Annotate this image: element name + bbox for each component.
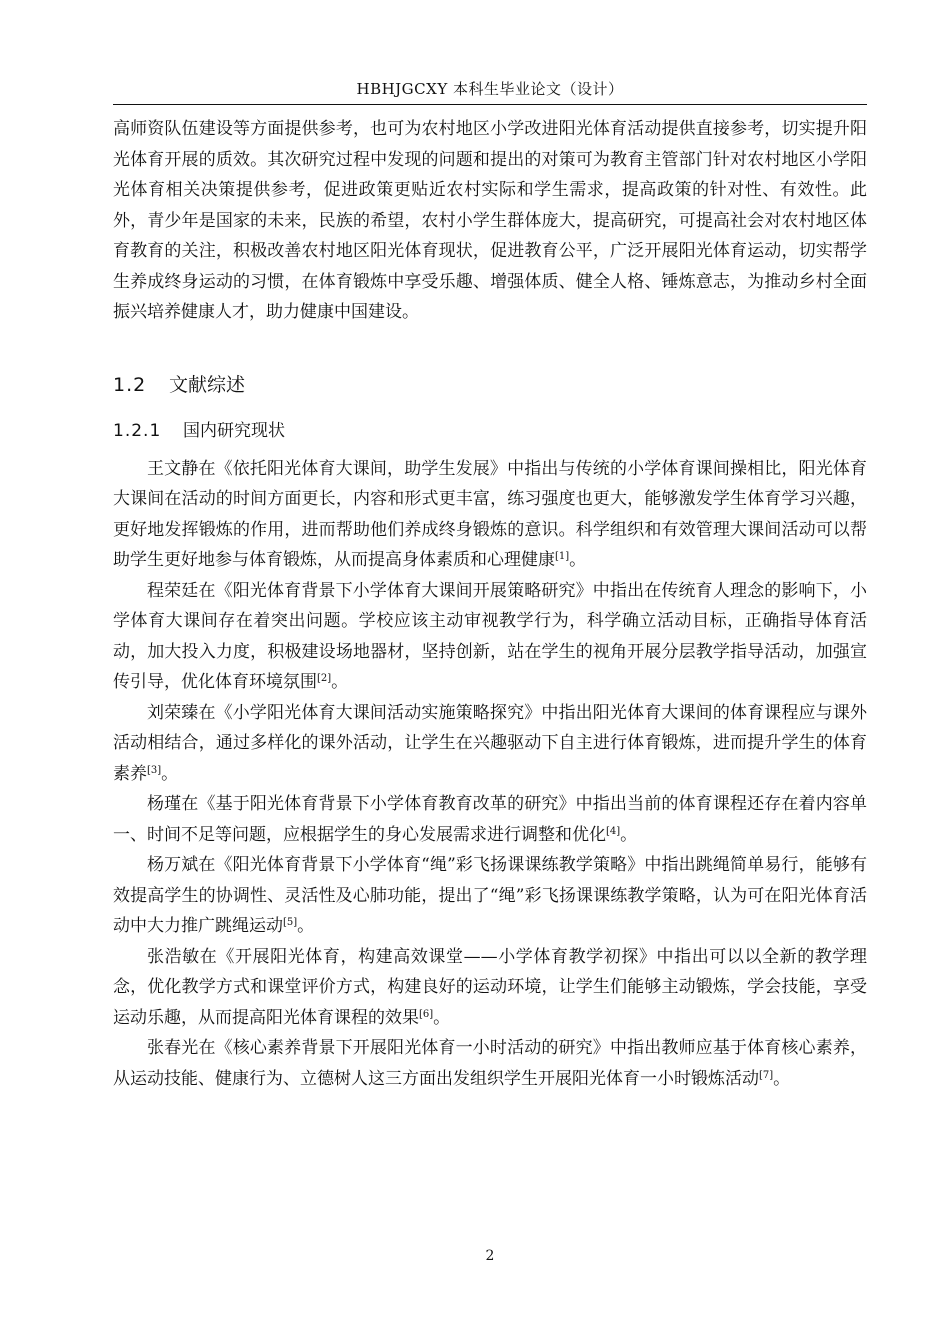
review-paragraph — [113, 698, 867, 790]
citation-marker: [7] — [759, 1069, 774, 1081]
review-text: 程荣廷在《阳光体育背景下小学体育大课间开展策略研究》中指出在传统育人理念的影响下，小学体育大课间存在着突出问题。学校应该主动审视教学行为，科学确立活动目标，正确指导体育活动，加大投入力度，积极建设场地器材，坚持创新，站在学生的视角开展分层教学指导活动，加强宣传引导，优化体育环境氛围 — [113, 580, 867, 692]
section-heading — [113, 363, 867, 407]
review-end: 。 — [620, 824, 638, 845]
review-paragraph — [113, 1033, 867, 1094]
header-rule — [113, 104, 867, 105]
subsection-title: 国内研究现状 — [183, 420, 285, 441]
citation-marker: [1] — [555, 551, 570, 562]
citation-marker: [6] — [419, 1008, 434, 1020]
running-header: HBHJGCXY 本科生毕业论文（设计） — [356, 80, 624, 98]
subsection-heading — [113, 411, 867, 451]
review-paragraph — [113, 576, 867, 698]
review-paragraph — [113, 850, 867, 942]
review-end: 。 — [773, 1068, 791, 1089]
review-text: 张春光在《核心素养背景下开展阳光体育一小时活动的研究》中指出教师应基于体育核心素养，从运动技能、健康行为、立德树人这三方面出发组织学生开展阳光体育一小时锻炼活动 — [113, 1038, 867, 1089]
citation-marker: [2] — [317, 673, 332, 684]
subsection-number: 1.2.1 — [113, 420, 162, 441]
section-title: 文献综述 — [169, 373, 246, 396]
review-end: 。 — [433, 1007, 451, 1028]
review-end: 。 — [161, 763, 179, 784]
review-end: 。 — [297, 916, 315, 936]
intro-paragraph: 高师资队伍建设等方面提供参考，也可为农村地区小学改进阳光体育活动提供直接参考，切实提升阳光体育开展的质效。其次研究过程中发现的问题和提出的对策可为教育主管部门针对农村地区小学阳光体育相关决策提供参考，促进政策更贴近农村实际和学生需求，提高政策的针对性、有效性。此外，青少年是国家的未来，民族的希望，农村小学生群体庞大，提高研究，可提高社会对农村地区体育教育的关注，积极改善农村地区阳光体育现状，促进教育公平，广泛开展阳光体育运动，切实帮学生养成终身运动的习惯，在体育锻炼中享受乐趣、增强体质、健全人格、锤炼意志，为推动乡村全面振兴培养健康人才，助力健康中国建设。 — [113, 119, 867, 322]
review-text: 张浩敏在《开展阳光体育，构建高效课堂——小学体育教学初探》中指出可以以全新的教学理念，优化教学方式和课堂评价方式，构建良好的运动环境，让学生们能够主动锻炼，学会技能，享受运动乐趣，从而提高阳光体育课程的效果 — [113, 946, 867, 1028]
review-text: 杨万斌在《阳光体育背景下小学体育“绳”彩飞扬课课练教学策略》中指出跳绳简单易行，能够有效提高学生的协调性、灵活性及心肺功能，提出了“绳”彩飞扬课课练教学策略，认为可在阳光体育活动中大力推广跳绳运动 — [113, 855, 867, 936]
page-body — [113, 114, 867, 1094]
review-paragraph — [113, 789, 867, 850]
review-end: 。 — [331, 672, 349, 692]
section-number: 1.2 — [113, 373, 147, 396]
review-text: 杨瑾在《基于阳光体育背景下小学体育教育改革的研究》中指出当前的体育课程还存在着内容单一、时间不足等问题，应根据学生的身心发展需求进行调整和优化 — [113, 794, 867, 845]
page-number: 2 — [485, 1248, 495, 1264]
review-paragraph — [113, 942, 867, 1034]
citation-marker: [3] — [147, 764, 162, 776]
review-paragraph — [113, 454, 867, 576]
review-end: 。 — [569, 550, 587, 570]
citation-marker: [5] — [283, 917, 298, 928]
citation-marker: [4] — [606, 825, 621, 837]
review-text: 王文静在《依托阳光体育大课间，助学生发展》中指出与传统的小学体育课间操相比，阳光体育大课间在活动的时间方面更长，内容和形式更丰富，练习强度也更大，能够激发学生体育学习兴趣，更好地发挥锻炼的作用，进而帮助他们养成终身锻炼的意识。科学组织和有效管理大课间活动可以帮助学生更好地参与体育锻炼，从而提高身体素质和心理健康 — [113, 458, 867, 570]
review-text: 刘荣臻在《小学阳光体育大课间活动实施策略探究》中指出阳光体育大课间的体育课程应与课外活动相结合，通过多样化的课外活动，让学生在兴趣驱动下自主进行体育锻炼，进而提升学生的体育素养 — [113, 702, 867, 784]
